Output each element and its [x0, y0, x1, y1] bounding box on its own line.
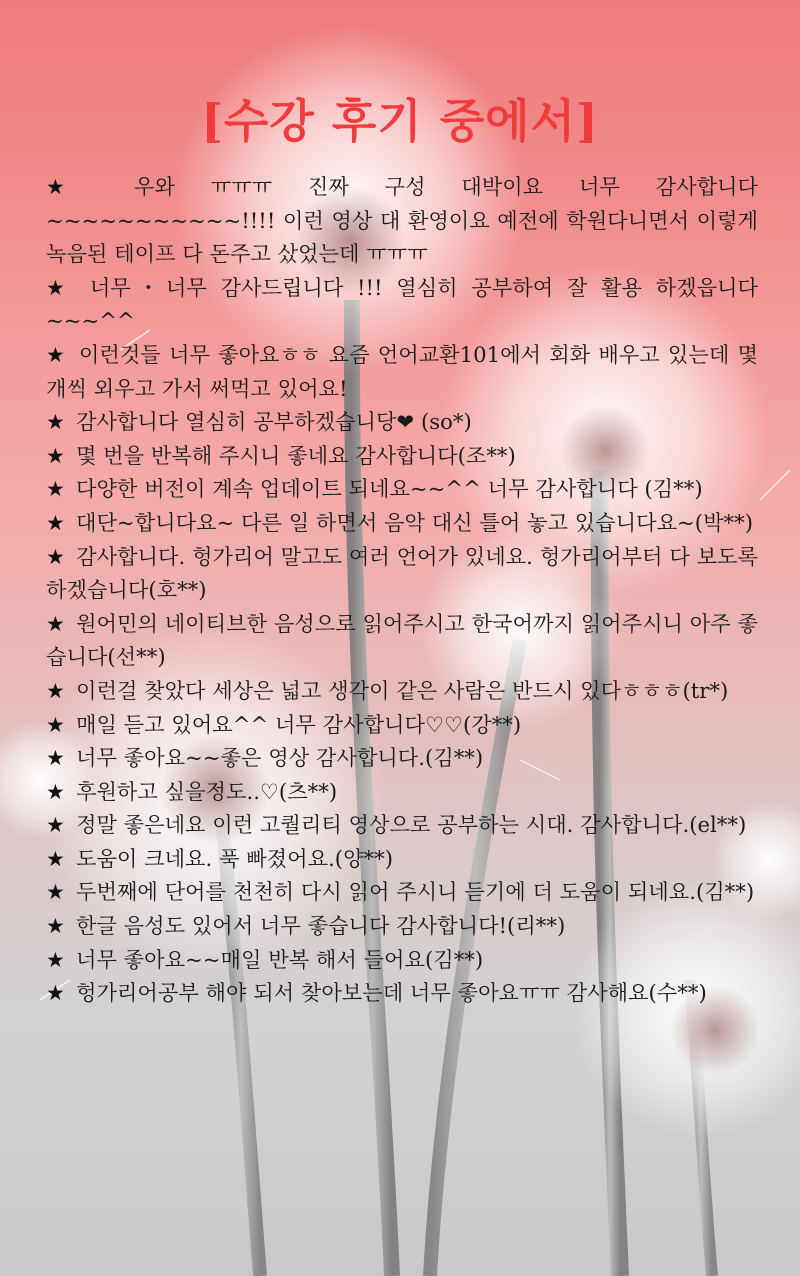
star-icon: ★ — [46, 274, 72, 300]
review-text: 너무・너무 감사드립니다 !!! 열심히 공부하여 잘 활용 하겠읍니다~~~^^ — [46, 274, 758, 334]
star-icon: ★ — [46, 980, 65, 1006]
review-item — [46, 405, 758, 439]
star-icon: ★ — [46, 879, 65, 905]
star-icon: ★ — [46, 778, 65, 804]
page-title: [수강 후기 중에서] — [201, 94, 599, 148]
review-text: 우와 ㅠㅠㅠ 진짜 구성 대박이요 너무 감사합니다 ~~~~~~~~~~~!!!! 이런 영상 대 환영이요 예전에 학원다니면서 이렇게 녹음된 테이프 다 돈주고 샀었는데 ㅠㅠㅠ — [46, 174, 758, 267]
star-icon: ★ — [46, 543, 66, 569]
review-text: 이런것들 너무 좋아요ㅎㅎ 요즘 언어교환101에서 회화 배우고 있는데 몇개씩 외우고 가서 써먹고 있어요! — [46, 341, 758, 401]
review-text: 두번째에 단어를 천천히 다시 읽어 주시니 듣기에 더 도움이 되네요.(김**) — [75, 879, 755, 905]
review-item — [46, 909, 758, 943]
star-icon: ★ — [46, 711, 65, 737]
review-item — [46, 607, 758, 674]
review-item — [46, 708, 758, 742]
review-item — [46, 741, 758, 775]
star-icon: ★ — [46, 745, 65, 771]
review-text: 너무 좋아요~~매일 반복 해서 들어요(김**) — [75, 946, 484, 972]
review-item — [46, 943, 758, 977]
star-icon: ★ — [46, 476, 65, 502]
review-text: 너무 좋아요~~좋은 영상 감사합니다.(김**) — [75, 745, 484, 771]
star-icon: ★ — [46, 677, 65, 703]
star-icon: ★ — [46, 174, 95, 199]
review-text: 감사합니다. 헝가리어 말고도 여러 언어가 있네요. 헝가리어부터 다 보도록 하겠습니다(호**) — [46, 543, 758, 603]
review-text: 대단~합니다요~ 다른 일 하면서 음악 대신 틀어 놓고 있습니다요~(박**) — [75, 509, 753, 535]
review-text: 다양한 버전이 계속 업데이트 되네요~~^^ 너무 감사합니다 (김**) — [75, 476, 703, 502]
review-item — [46, 338, 758, 405]
review-list — [46, 170, 758, 1010]
review-text: 한글 음성도 있어서 너무 좋습니다 감사합니다!(리**) — [75, 913, 566, 939]
review-item — [46, 472, 758, 506]
review-text: 헝가리어공부 해야 되서 찾아보는데 너무 좋아요ㅠㅠ 감사해요(수**) — [75, 980, 707, 1006]
review-text: 도움이 크네요. 푹 빠졌어요.(양**) — [75, 845, 393, 871]
review-item — [46, 170, 758, 271]
star-icon: ★ — [46, 913, 65, 939]
review-text: 감사합니다 열심히 공부하겠습니당❤ (so*) — [75, 409, 472, 435]
review-item — [46, 674, 758, 708]
review-text: 이런걸 찾았다 세상은 넓고 생각이 같은 사람은 반드시 있다ㅎㅎㅎ(tr*) — [75, 677, 729, 703]
review-text: 정말 좋은네요 이런 고퀄리티 영상으로 공부하는 시대. 감사합니다.(el**) — [75, 812, 747, 838]
review-item — [46, 439, 758, 473]
review-text: 몇 번을 반복해 주시니 좋네요 감사합니다(조**) — [75, 442, 516, 468]
review-item — [46, 540, 758, 607]
review-item — [46, 842, 758, 876]
star-icon: ★ — [46, 509, 65, 535]
star-icon: ★ — [46, 341, 67, 367]
review-item — [46, 506, 758, 540]
star-icon: ★ — [46, 845, 65, 871]
review-item — [46, 775, 758, 809]
review-text: 후원하고 싶을정도..♡(츠**) — [75, 778, 338, 804]
review-item — [46, 976, 758, 1010]
star-icon: ★ — [46, 409, 65, 435]
star-icon: ★ — [46, 442, 65, 468]
review-item — [46, 808, 758, 842]
review-item — [46, 271, 758, 338]
review-item — [46, 875, 758, 909]
review-text: 매일 듣고 있어요^^ 너무 감사합니다♡♡(강**) — [75, 711, 522, 737]
star-icon: ★ — [46, 812, 65, 838]
star-icon: ★ — [46, 610, 66, 636]
star-icon: ★ — [46, 946, 65, 972]
review-text: 원어민의 네이티브한 음성으로 읽어주시고 한국어까지 읽어주시니 아주 좋습니다(선**) — [46, 610, 758, 670]
